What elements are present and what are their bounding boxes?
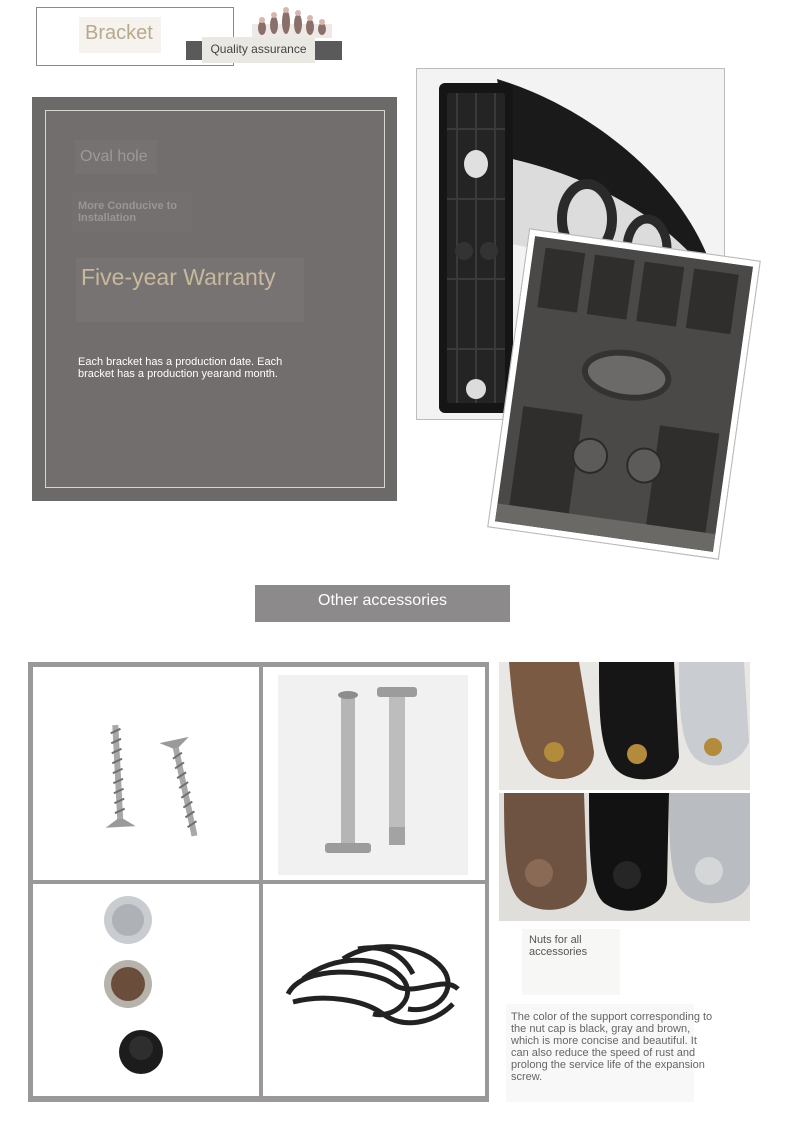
self-tapping-screws-photo <box>33 667 259 880</box>
color-description: The color of the support corresponding to the nut cap is black, gray and brown, which is more concise and beautiful. It can also reduce the speed of rust and prolong the service life of the expansion screw. <box>511 1011 713 1083</box>
decorative-figurines-image <box>252 4 332 38</box>
rubber-bands-photo <box>263 884 485 1096</box>
bracket-underside-photo <box>488 229 759 558</box>
other-accessories-heading: Other accessories <box>255 585 510 622</box>
production-date-description: Each bracket has a production date. Each bracket has a production yearand month. <box>78 356 283 380</box>
nut-caps-photo <box>33 884 259 1096</box>
nut-caps-closeup-photo <box>499 793 750 921</box>
quality-tag: Quality assurance <box>202 37 315 63</box>
oval-hole-title: Oval hole <box>80 148 148 165</box>
nut-caps-on-brackets-photo <box>499 662 750 790</box>
warranty-heading: Five-year Warranty <box>81 264 276 290</box>
page-title: Bracket <box>85 22 153 44</box>
expansion-bolts-photo <box>263 667 485 880</box>
nuts-label: Nuts for all accessories <box>529 934 588 958</box>
install-note: More Conducive to Installation <box>78 200 178 224</box>
